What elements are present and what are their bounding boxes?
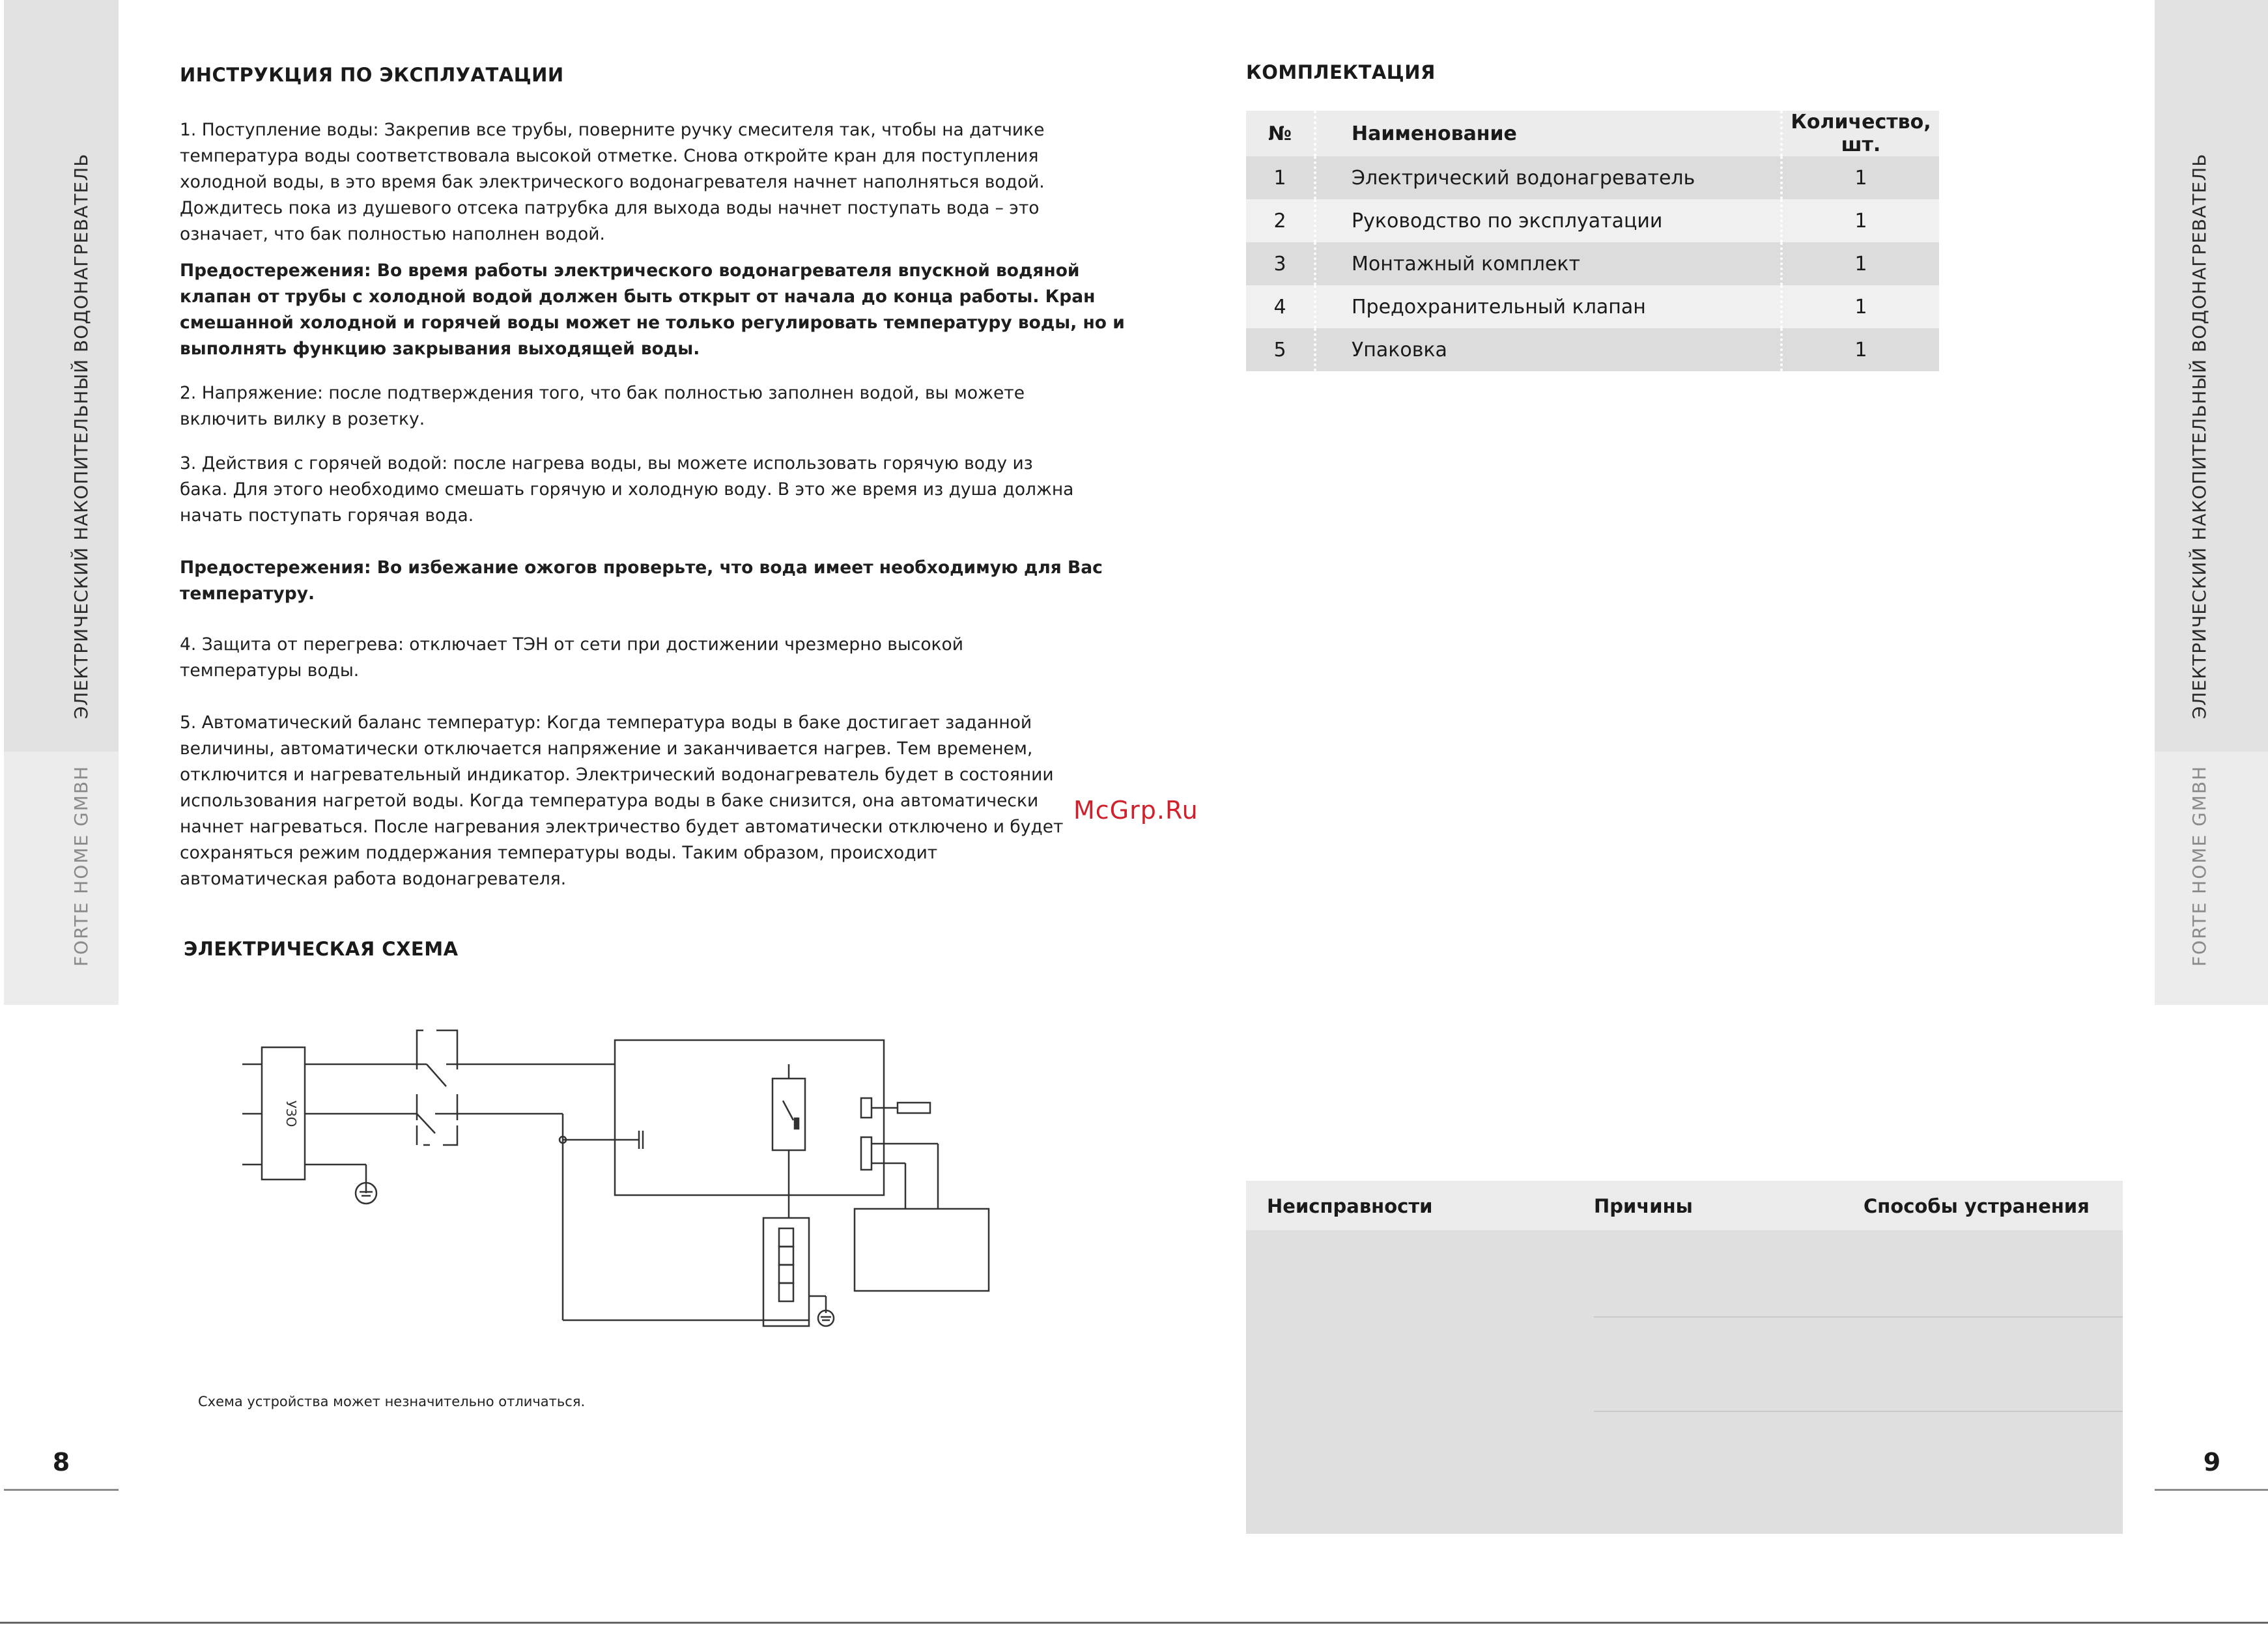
text-line: Предостережения: Во избежание ожогов проверьте, что вода имеет необходимую для Вас [180, 558, 1103, 578]
kit-row-name: Предохранительный клапан [1315, 285, 1781, 328]
right-sidebar-brand: FORTE HOME GMBH [2189, 765, 2210, 967]
kit-heading: КОМПЛЕКТАЦИЯ [1246, 61, 1436, 83]
text-line: выполнять функцию закрывания выходящей воды. [180, 339, 700, 359]
text-line: бака. Для этого необходимо смешать горячую и холодную воду. В это же время из душа должна [180, 479, 1074, 500]
kit-row-number: 2 [1246, 199, 1315, 242]
kit-col-name: Наименование [1315, 111, 1781, 156]
text-line: температуру. [180, 584, 315, 604]
scheme-heading: ЭЛЕКТРИЧЕСКАЯ СХЕМА [184, 938, 459, 960]
text-line: начать поступать горячая вода. [180, 505, 474, 526]
text-line: использования нагретой воды. Когда температура воды в баке снизится, она автоматически [180, 791, 1039, 811]
rcd-label: УЗО [283, 1100, 299, 1127]
kit-row-qty: 1 [1781, 242, 1939, 285]
instruction-voltage [180, 380, 1025, 432]
heater-block [855, 1209, 989, 1291]
kit-col-qty: Количество, шт. [1781, 111, 1939, 156]
bottom-rule [0, 1622, 2268, 1624]
kit-row-number: 3 [1246, 242, 1315, 285]
text-line: означает, что бак полностью наполнен водой. [180, 224, 605, 244]
text-line: начнет нагреваться. После нагревания электричество будет автоматически отключено и будет [180, 817, 1064, 837]
left-sidebar-title: ЭЛЕКТРИЧЕСКИЙ НАКОПИТЕЛЬНЫЙ ВОДОНАГРЕВАТЕЛЬ [70, 153, 92, 719]
text-line: 4. Защита от перегрева: отключает ТЭН от сети при достижении чрезмерно высокой [180, 634, 963, 655]
page-number-right-rule [2155, 1489, 2268, 1491]
watermark: McGrp.Ru [1073, 796, 1198, 825]
kit-row-qty: 1 [1781, 199, 1939, 242]
kit-row-number: 4 [1246, 285, 1315, 328]
instruction-hot-water [180, 451, 1073, 529]
kit-row-number: 5 [1246, 328, 1315, 371]
table-row [1246, 328, 1939, 371]
switch-top [417, 1030, 457, 1050]
right-sidebar-brand-area [2155, 752, 2268, 1005]
table-row [1246, 156, 1939, 199]
kit-row-qty: 1 [1781, 156, 1939, 199]
instruction-overheat [180, 632, 963, 684]
electrical-diagram [228, 1016, 1010, 1342]
warning-valve [180, 258, 1125, 362]
faults-row-divider [1594, 1316, 2123, 1318]
text-line: 5. Автоматический баланс температур: Когда температура воды в баке достигает заданной [180, 713, 1032, 733]
text-line: величины, автоматически отключается напряжение и заканчивается нагрев. Тем временем, [180, 739, 1033, 759]
instruction-auto-balance [180, 710, 1064, 892]
text-line: 3. Действия с горячей водой: после нагрева воды, вы можете использовать горячую воду из [180, 453, 1033, 473]
page-number-left: 8 [52, 1448, 70, 1477]
page-number-right: 9 [2203, 1448, 2221, 1477]
text-line: автоматическая работа водонагревателя. [180, 869, 567, 889]
table-row [1246, 285, 1939, 328]
text-line: Предостережения: Во время работы электрического водонагревателя впускной водяной [180, 261, 1080, 281]
left-sidebar-brand-area [4, 752, 119, 1005]
faults-table-header [1246, 1181, 2123, 1230]
kit-row-name: Руководство по эксплуатации [1315, 199, 1781, 242]
kit-row-name: Упаковка [1315, 328, 1781, 371]
left-sidebar [4, 0, 119, 752]
table-row [1246, 242, 1939, 285]
table-row [1246, 199, 1939, 242]
text-line: смешанной холодной и горячей воды может не только регулировать температуру воды, но и [180, 313, 1125, 333]
text-line: включить вилку в розетку. [180, 409, 425, 429]
scheme-caption: Схема устройства может незначительно отличаться. [198, 1394, 586, 1409]
text-line: Дождитесь пока из душевого отсека патрубка для выхода воды начнет поступать вода – это [180, 198, 1040, 218]
page-number-left-rule [4, 1489, 119, 1491]
text-line: клапан от трубы с холодной водой должен быть открыт от начала до конца работы. Кран [180, 287, 1096, 307]
text-line: температуры воды. [180, 660, 360, 681]
faults-col-problem: Неисправности [1267, 1195, 1433, 1217]
text-line: холодной воды, в это время бак электрического водонагревателя начнет наполняться водой. [180, 172, 1045, 192]
kit-row-qty: 1 [1781, 285, 1939, 328]
kit-row-qty: 1 [1781, 328, 1939, 371]
text-line: отключится и нагревательный индикатор. Электрический водонагреватель будет в состоянии [180, 765, 1054, 785]
text-line: температура воды соответствовала высокой отметке. Снова откройте кран для поступления [180, 146, 1039, 166]
instructions-heading: ИНСТРУКЦИЯ ПО ЭКСПЛУАТАЦИИ [180, 64, 564, 86]
right-sidebar-title: ЭЛЕКТРИЧЕСКИЙ НАКОПИТЕЛЬНЫЙ ВОДОНАГРЕВАТЕЛЬ [2189, 153, 2210, 719]
thermostat-box [615, 1040, 884, 1195]
left-sidebar-brand: FORTE HOME GMBH [70, 765, 92, 967]
faults-col-cause: Причины [1594, 1195, 1693, 1217]
warning-burns [180, 555, 1103, 607]
kit-table [1246, 111, 1939, 371]
kit-table-header [1246, 111, 1939, 156]
kit-col-number: № [1246, 111, 1315, 156]
heating-element [763, 1218, 809, 1326]
faults-table [1246, 1181, 2123, 1534]
kit-row-number: 1 [1246, 156, 1315, 199]
text-line: сохраняться режим поддержания температуры воды. Таким образом, происходит [180, 843, 938, 863]
kit-row-name: Электрический водонагреватель [1315, 156, 1781, 199]
text-line: 1. Поступление воды: Закрепив все трубы, поверните ручку смесителя так, чтобы на датчике [180, 120, 1045, 140]
text-line: 2. Напряжение: после подтверждения того, что бак полностью заполнен водой, вы можете [180, 383, 1025, 403]
right-sidebar [2155, 0, 2268, 752]
faults-col-solution: Способы устранения [1864, 1195, 2090, 1217]
kit-row-name: Монтажный комплект [1315, 242, 1781, 285]
instruction-water-supply [180, 117, 1045, 247]
faults-row-divider [1594, 1411, 2123, 1412]
